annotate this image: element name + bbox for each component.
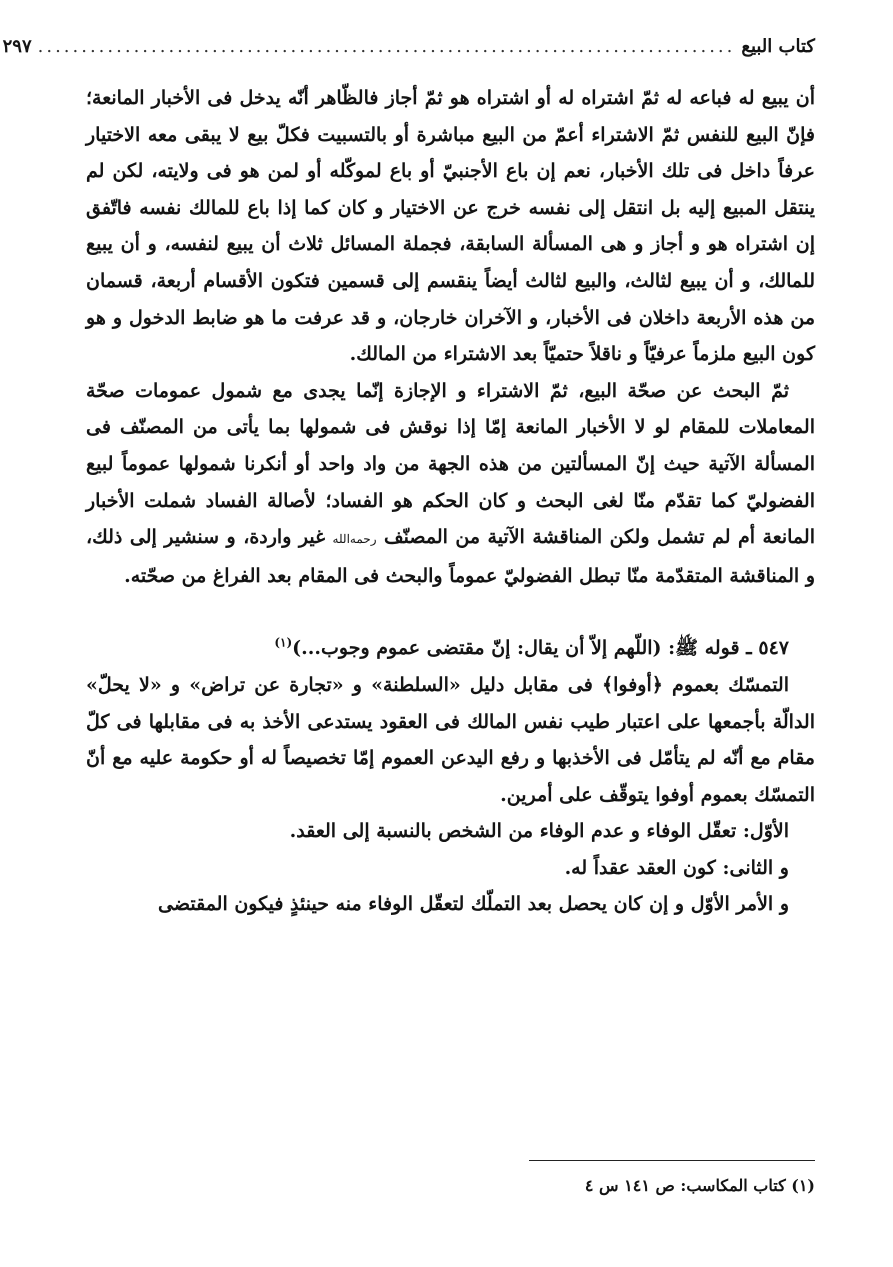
honorific: رحمه‌الله — [332, 532, 377, 547]
second-condition-label: و الثانى: — [722, 856, 789, 879]
first-condition-text: تعقّل الوفاء و عدم الوفاء من الشخص بالنسبة إلى العقد. — [289, 820, 737, 843]
paragraph-2-part-1: ثمّ البحث عن صحّة البيع، ثمّ الاشتراء و الإجازة إنّما يجدى مع شمول عمومات صحّة المعاملات للمقام لو لا الأخبار المانعة إمّا إذا نوقش فى شمولها بما يأتى من المصنّف فى المسألة الآتية حيث إنّ المسألتين من هذه الجهة من واد واحد أو أنكرنا شمولها عموماً لبيع الفضوليّ كما تقدّم منّا لغى البحث و كان الحكم هو الفساد؛ لأصالة الفساد شملت الأخبار المانعة أم لم تشمل ولكن المناقشة الآتية من المصنّف — [86, 379, 815, 549]
footnote-reference: (١) — [274, 635, 293, 650]
footnote: (١) كتاب المكاسب: ص ١٤١ س ٤ — [584, 1176, 815, 1195]
section-gap — [86, 594, 815, 630]
book-title: كتاب البيع — [741, 36, 815, 57]
paragraph-1: أن يبيع له فباعه له ثمّ اشتراه له أو اشتراه هو ثمّ أجاز فالظّاهر أنّه يدخل فى الأخبار المانعة؛ فإنّ البيع للنفس ثمّ الاشتراء أعمّ من البيع مباشرة أو بالتسبيت فكلّ بيع لا يبقى معه الاختيار عرفاً داخل فى تلك الأخبار، نعم إن باع الأجنبيّ أو باع لموكّله أو لمن هو فى ولايته، لكن لم ينتقل المبيع إليه بل انتقل إلى نفسه خرج عن الاختيار و كان كما إذا باع للمالك نفسه فاتّفق إن اشتراه هو و أجاز و هى المسألة السابقة، فجملة المسائل ثلاث أن يبيع لنفسه، و أن يبيع للمالك، و أن يبيع لثالث، والبيع لثالث أيضاً ينقسم إلى قسمين فتكون الأقسام أربعة، قسمان من هذه الأربعة داخلان فى الأخبار، و الآخران خارجان، و قد عرفت ما هو ضابط الدخول و هو كون البيع ملزماً عرفيّاً و ناقلاً حتميّاً بعد الاشتراء من المالك. — [86, 87, 815, 366]
second-condition-text: كون العقد عقداً له. — [564, 856, 716, 879]
paragraph-2 — [86, 373, 815, 595]
paragraph-4: و الأمر الأوّل و إن كان يحصل بعد التملّك لتعقّل الوفاء منه حينئذٍ فيكون المقتضى — [158, 893, 789, 916]
paragraph-3: التمسّك بعموم ﴿أوفوا﴾ فى مقابل دليل «السلطنة» و «تجارة عن تراض» و «لا يحلّ» الدالّة بأجمعها على اعتبار طيب نفس المالك فى العقود يستدعى الأخذ به فى مقابلها فى كلّ مقام مع أنّه لم يتأمّل فى الأخذبها و رفع اليدعن العموم إمّا تخصيصاً له أو حكومة عليه مع أنّ التمسّك بعموم أوفوا يتوقّف على أمرين. — [86, 673, 815, 806]
footnote-divider — [529, 1160, 815, 1161]
commentary-heading-text: ٥٤٧ ـ قوله ﷺ: (اللّهم إلاّ أن يقال: إنّ مقتضى عموم وجوب...) — [292, 637, 789, 660]
page-number: ٢٩٧ — [2, 36, 32, 57]
commentary-heading — [86, 630, 815, 667]
leader-dots: ................................................................................ — [37, 36, 736, 57]
paragraph-2-part-2: غير واردة، و سنشير إلى ذلك، و المناقشة المتقدّمة منّا تبطل الفضوليّ عموماً والبحث فى المقام بعد الفراغ من صحّته. — [86, 526, 815, 587]
first-condition-label: الأوّل: — [742, 820, 789, 843]
first-condition — [86, 813, 815, 850]
second-condition — [86, 850, 815, 887]
body-text — [86, 80, 815, 923]
running-header — [2, 36, 815, 62]
